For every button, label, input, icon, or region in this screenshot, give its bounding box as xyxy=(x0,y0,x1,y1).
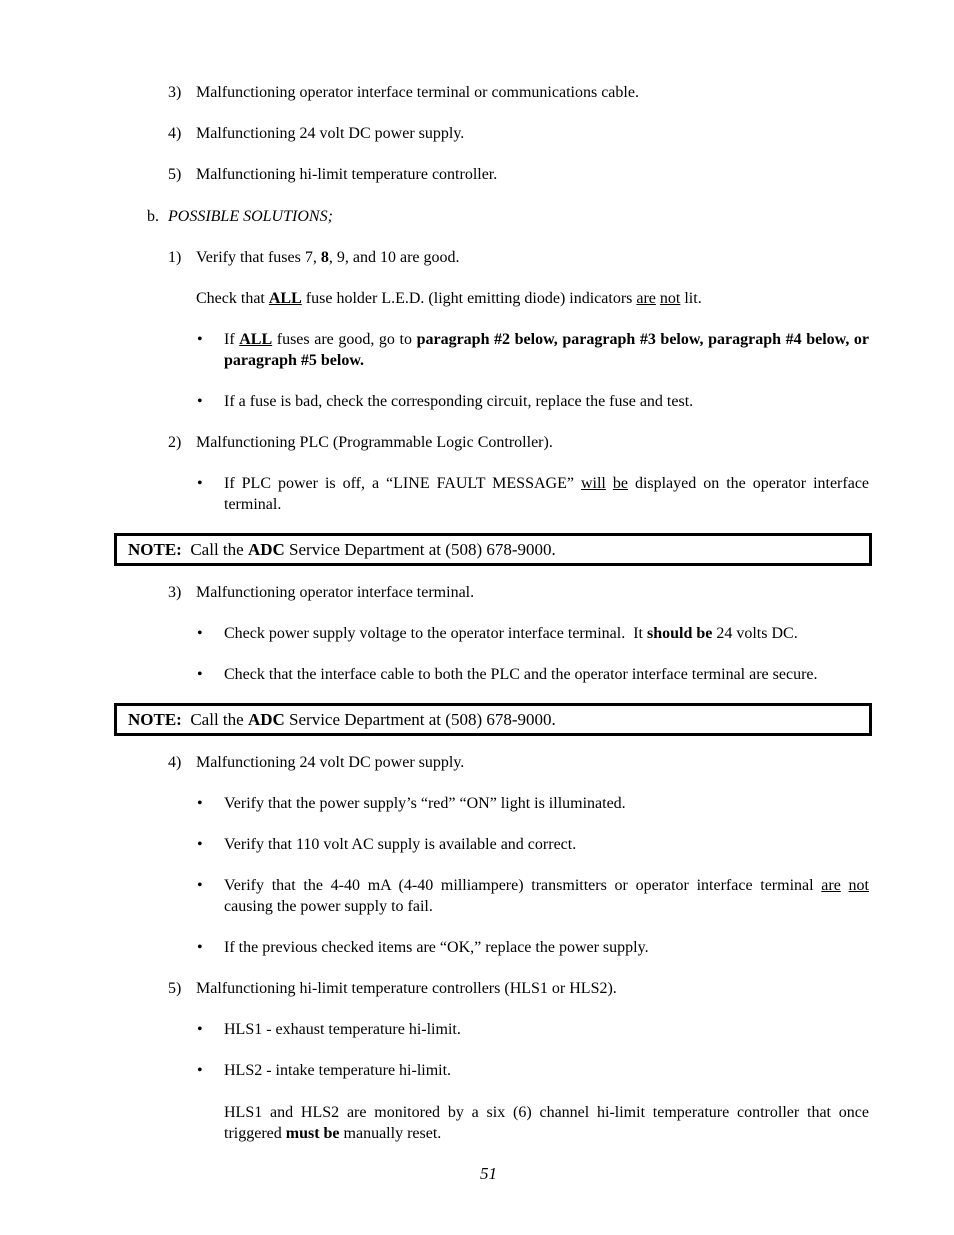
solution-1-bullet-bad-fuse: If a fuse is bad, check the corresponding circuit, replace the fuse and test. xyxy=(224,393,694,410)
bullet-marker: • xyxy=(197,666,203,683)
solution-3-bullet-voltage: Check power supply voltage to the operator interface terminal. It should be 24 volts DC. xyxy=(224,625,798,642)
solution-2-title: Malfunctioning PLC (Programmable Logic Controller). xyxy=(196,434,553,451)
note-box xyxy=(114,703,872,736)
item-4-text: Malfunctioning 24 volt DC power supply. xyxy=(196,125,465,142)
solution-4-bullet-ac-supply: Verify that 110 volt AC supply is available and correct. xyxy=(224,836,577,853)
note-box xyxy=(114,533,872,566)
item-3-text: Malfunctioning operator interface terminal or communications cable. xyxy=(196,84,639,101)
section-b-letter: b. xyxy=(147,208,159,225)
bullet-marker: • xyxy=(197,877,203,894)
bullet-marker: • xyxy=(197,1021,203,1038)
solution-5-bullet-hls2: HLS2 - intake temperature hi-limit. xyxy=(224,1062,452,1079)
bullet-marker: • xyxy=(197,939,203,956)
solution-4-title: Malfunctioning 24 volt DC power supply. xyxy=(196,754,465,771)
item-5-text: Malfunctioning hi-limit temperature controller. xyxy=(196,166,498,183)
solution-4-number: 4) xyxy=(168,754,182,771)
solution-5-title: Malfunctioning hi-limit temperature controllers (HLS1 or HLS2). xyxy=(196,980,617,997)
bullet-marker: • xyxy=(197,836,203,853)
page-number: 51 xyxy=(480,1164,497,1183)
solution-1-check-text: Check that ALL fuse holder L.E.D. (light emitting diode) indicators are not lit. xyxy=(196,290,702,307)
item-3-number: 3) xyxy=(168,84,182,101)
solution-5-paragraph: HLS1 and HLS2 are monitored by a six (6) channel hi-limit temperature controller that once triggered must be manually reset. xyxy=(224,1104,869,1142)
solution-3-number: 3) xyxy=(168,584,182,601)
section-b-title: POSSIBLE SOLUTIONS; xyxy=(168,208,333,225)
solution-1-number: 1) xyxy=(168,249,182,266)
solution-1-bullet-all-fuses: If ALL fuses are good, go to paragraph #2 below, paragraph #3 below, paragraph #4 below, or paragraph #5 below. xyxy=(224,331,870,369)
solution-2-number: 2) xyxy=(168,434,182,451)
solution-5-number: 5) xyxy=(168,980,182,997)
solution-2-bullet-plc-power: If PLC power is off, a “LINE FAULT MESSAGE” will be displayed on the operator interface terminal. xyxy=(224,475,870,513)
bullet-marker: • xyxy=(197,475,203,492)
solution-3-bullet-cable: Check that the interface cable to both the PLC and the operator interface terminal are secure. xyxy=(224,666,818,683)
bullet-marker: • xyxy=(197,1062,203,1079)
solution-1-title: Verify that fuses 7, 8, 9, and 10 are good. xyxy=(196,249,460,266)
solution-4-bullet-transmitters: Verify that the 4-40 mA (4-40 milliampere) transmitters or operator interface terminal are not causing the power supply to fail. xyxy=(224,877,869,915)
solution-5-bullet-hls1: HLS1 - exhaust temperature hi-limit. xyxy=(224,1021,461,1038)
item-4-number: 4) xyxy=(168,125,182,142)
bullet-marker: • xyxy=(197,795,203,812)
solution-4-bullet-on-light: Verify that the power supply’s “red” “ON” light is illuminated. xyxy=(224,795,626,812)
bullet-marker: • xyxy=(197,331,203,348)
bullet-marker: • xyxy=(197,625,203,642)
note-text: NOTE: Call the ADC Service Department at (508) 678-9000. xyxy=(128,540,556,559)
item-5-number: 5) xyxy=(168,166,182,183)
solution-3-title: Malfunctioning operator interface terminal. xyxy=(196,584,475,601)
bullet-marker: • xyxy=(197,393,203,410)
note-text: NOTE: Call the ADC Service Department at (508) 678-9000. xyxy=(128,710,556,729)
solution-4-bullet-replace: If the previous checked items are “OK,” replace the power supply. xyxy=(224,939,649,956)
